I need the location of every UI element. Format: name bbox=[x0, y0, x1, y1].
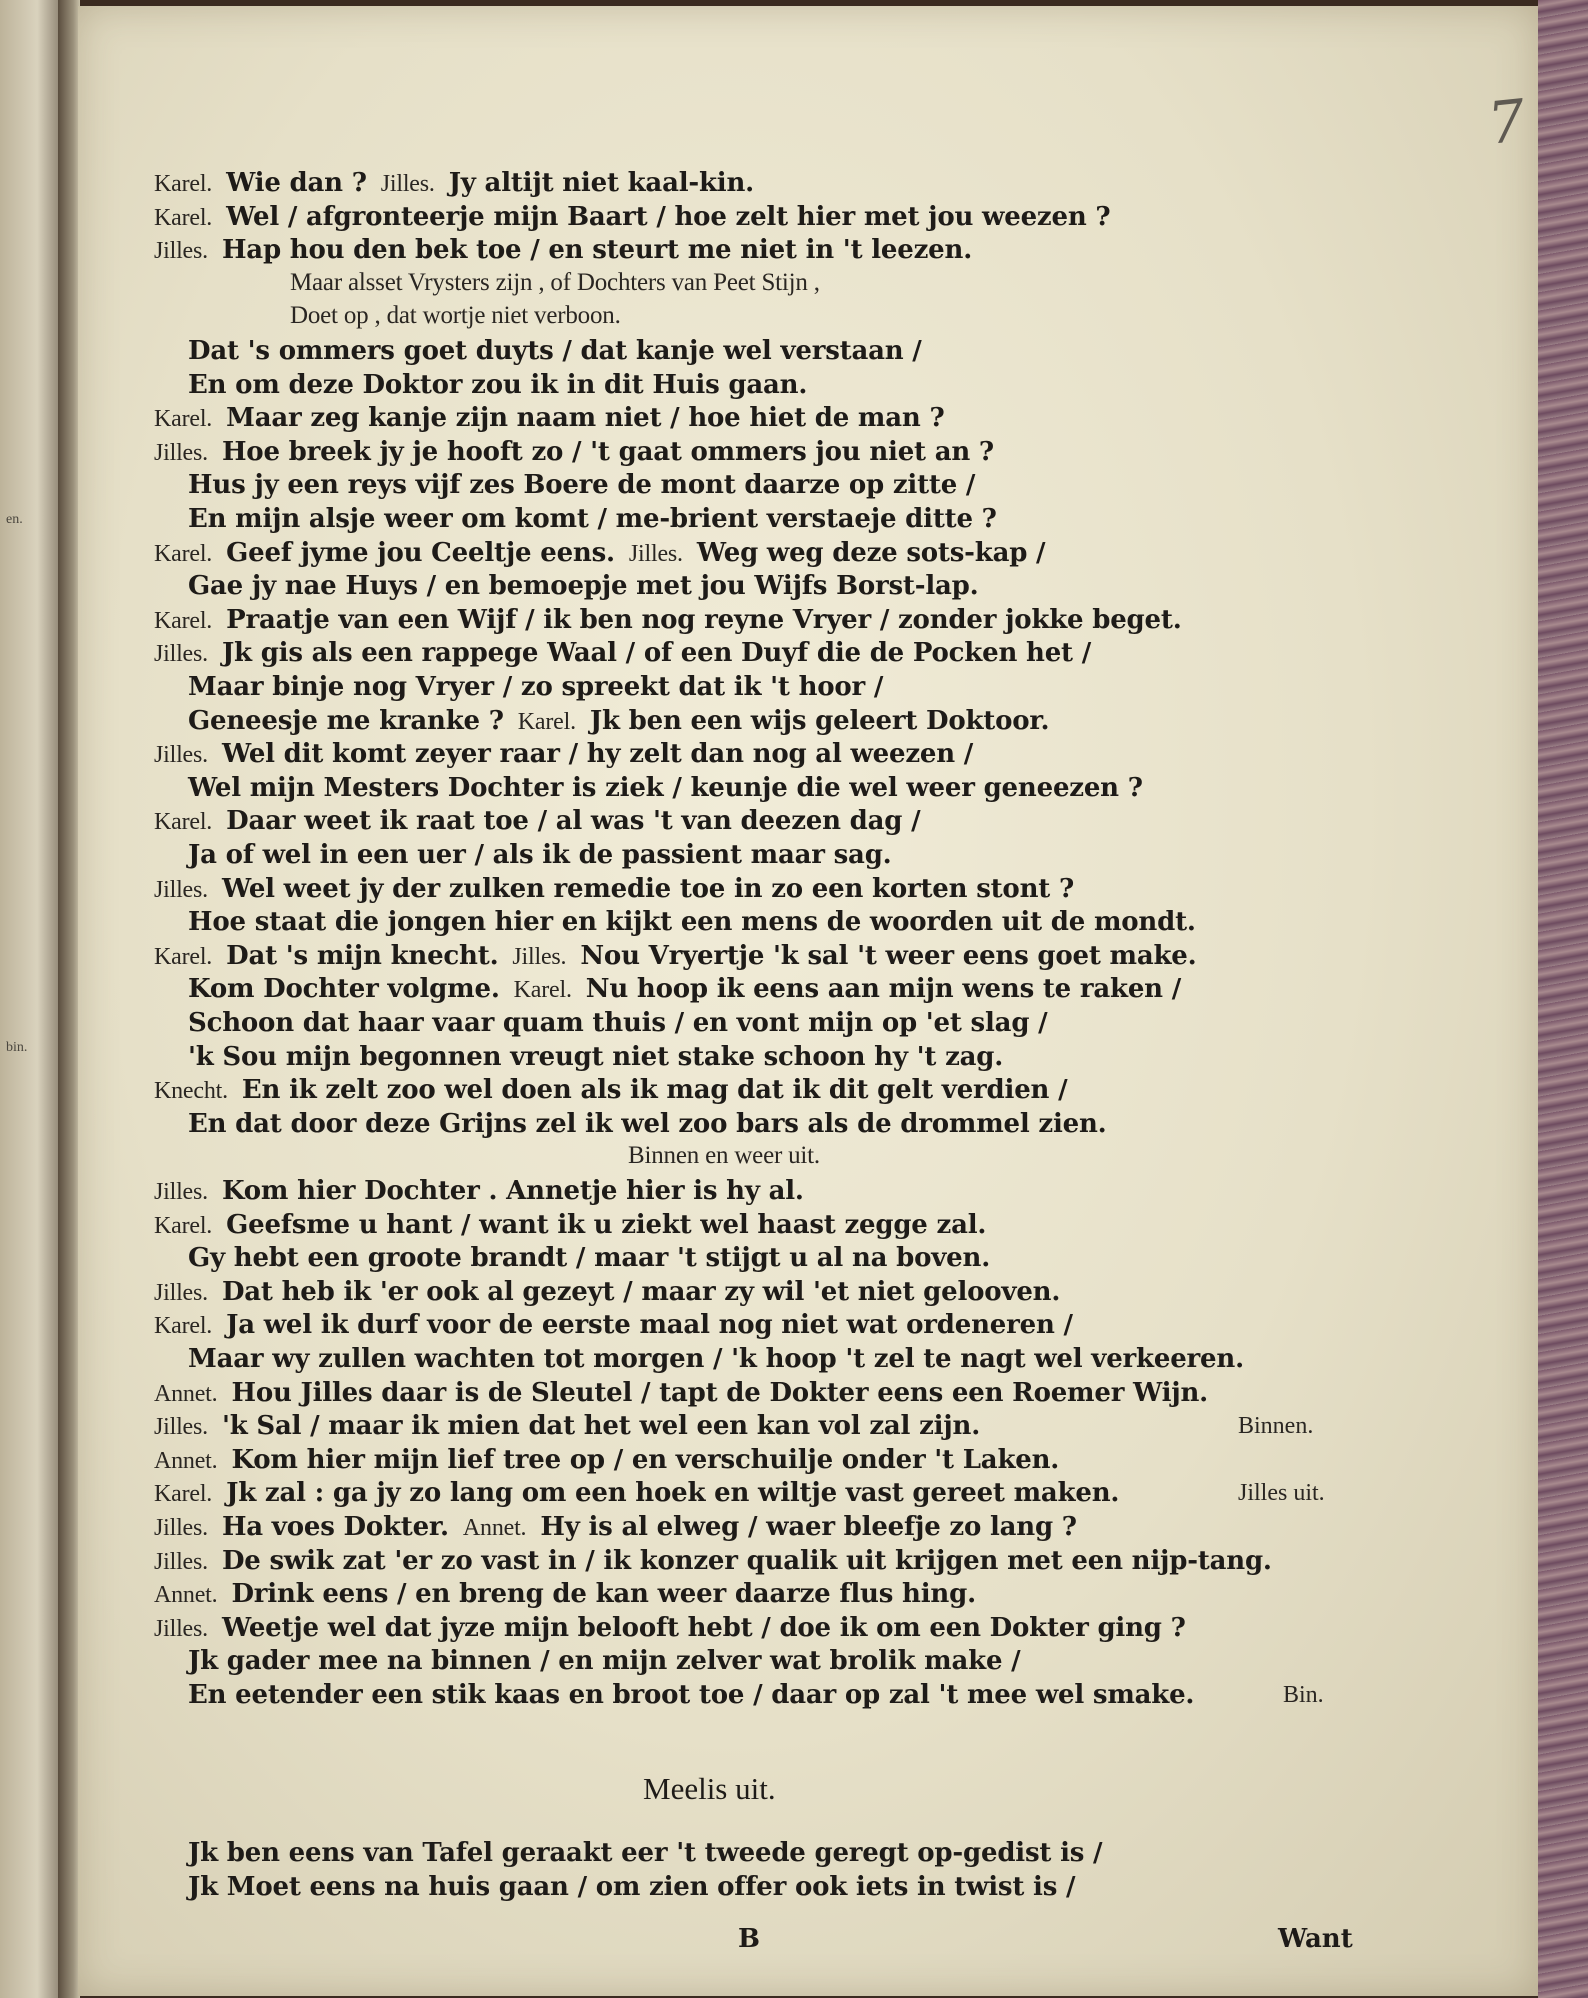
verse-text: Weetje wel dat jyze mijn belooft hebt / doe ik om een Dokter ging ? bbox=[221, 1612, 1186, 1643]
text-line bbox=[154, 1445, 1059, 1475]
text-line bbox=[188, 974, 1181, 1004]
left-page-edge bbox=[0, 0, 62, 1998]
text-line bbox=[154, 403, 944, 433]
text-line bbox=[154, 1176, 804, 1206]
book-page bbox=[78, 6, 1538, 1996]
verse-text: Drink eens / en breng de kan weer daarze flus hing. bbox=[231, 1579, 976, 1610]
text-line bbox=[188, 706, 1049, 736]
stage-direction: Jilles uit. bbox=[1238, 1480, 1325, 1507]
text-line bbox=[154, 1411, 980, 1441]
folio-number: 7 bbox=[1484, 86, 1529, 158]
text-line bbox=[188, 1646, 1020, 1676]
text-line bbox=[188, 1243, 990, 1273]
text-line bbox=[154, 739, 973, 769]
marbled-board-edge bbox=[1538, 0, 1588, 1998]
verse-text: Kom hier mijn lief tree op / en verschuilje onder 't Laken. bbox=[231, 1444, 1060, 1475]
left-page-fragment: en. bbox=[6, 512, 23, 527]
text-line bbox=[154, 538, 1045, 568]
verse-text: Hus jy een reys vijf zes Boere de mont daarze op zitte / bbox=[188, 470, 976, 501]
verse-text: Jk gader mee na binnen / en mijn zelver wat brolik make / bbox=[188, 1646, 1021, 1677]
verse-text: En mijn alsje weer om komt / me-brient verstaeje ditte ? bbox=[188, 504, 997, 534]
text-line bbox=[188, 907, 1196, 937]
text-line bbox=[188, 1109, 1107, 1139]
speaker-name: Karel. bbox=[154, 809, 213, 836]
text-line bbox=[188, 1680, 1194, 1710]
text-line bbox=[188, 1344, 1244, 1374]
verse-text: Wie dan ? bbox=[226, 168, 367, 198]
verse-text: En ik zelt zoo wel doen als ik mag dat ik dit gelt verdien / bbox=[241, 1075, 1068, 1106]
text-line bbox=[154, 1277, 1060, 1307]
verse-text: Daar weet ik raat toe / al was 't van deezen dag / bbox=[226, 806, 921, 837]
verse-text: Wel dit komt zeyer raar / hy zelt dan nog al weezen / bbox=[221, 739, 974, 770]
speaker-name: Karel. bbox=[517, 708, 576, 735]
text-line bbox=[290, 302, 621, 330]
text-line bbox=[188, 773, 1143, 803]
verse-text: Jk zal : ga jy zo lang om een hoek en wiltje vast gereet maken. bbox=[226, 1478, 1120, 1509]
speaker-name: Karel. bbox=[154, 406, 213, 433]
verse-text: Wel weet jy der zulken remedie toe in zo een korten stont ? bbox=[221, 873, 1074, 904]
speaker-name: Jilles. bbox=[154, 1179, 208, 1205]
verse-text: Gy hebt een groote brandt / maar 't stijgt u al na boven. bbox=[188, 1243, 991, 1274]
verse-text: Doet op , dat wortje niet verboon. bbox=[290, 302, 621, 330]
verse-text: Wel / afgronteerje mijn Baart / hoe zelt hier met jou weezen ? bbox=[226, 201, 1111, 232]
verse-text: Hap hou den bek toe / en steurt me niet in 't leezen. bbox=[221, 235, 973, 266]
verse-text: Ha voes Dokter. bbox=[221, 1512, 449, 1542]
verse-text: Gae jy nae Huys / en bemoepje met jou Wijfs Borst-lap. bbox=[188, 571, 979, 602]
verse-text: Hou Jilles daar is de Sleutel / tapt de Dokter eens een Roemer Wijn. bbox=[231, 1377, 1209, 1408]
verse-text: Hoe staat die jongen hier en kijkt een mens de woorden uit de mondt. bbox=[188, 907, 1196, 938]
verse-text: Maar alsset Vrysters zijn , of Dochters van Peet Stijn , bbox=[290, 268, 820, 296]
text-line bbox=[154, 638, 1091, 668]
verse-text: Praatje van een Wijf / ik ben nog reyne Vryer / zonder jokke beget. bbox=[226, 604, 1182, 635]
text-line bbox=[154, 605, 1182, 635]
speaker-name: Karel. bbox=[154, 204, 213, 231]
text-line bbox=[154, 1613, 1186, 1643]
text-line bbox=[154, 202, 1110, 232]
speaker-name: Karel. bbox=[154, 607, 213, 634]
verse-text: Nou Vryertje 'k sal 't weer eens goet make. bbox=[580, 940, 1197, 971]
speaker-name: Jilles. bbox=[154, 1615, 208, 1642]
speaker-name: Jilles. bbox=[154, 1279, 208, 1306]
text-line bbox=[154, 1478, 1119, 1508]
speaker-name: Jilles. bbox=[154, 1414, 208, 1441]
verse-text: Dat 's ommers goet duyts / dat kanje wel verstaan / bbox=[188, 336, 922, 366]
text-line bbox=[154, 1579, 976, 1609]
stage-direction: Bin. bbox=[1283, 1682, 1324, 1708]
verse-text: 'k Sou mijn begonnen vreugt niet stake schoon hy 't zag. bbox=[188, 1041, 1004, 1072]
verse-text: Geneesje me kranke ? bbox=[188, 705, 504, 736]
text-line: Jk ben eens van Tafel geraakt eer 't tweede geregt op-gedist is / bbox=[188, 1838, 1103, 1868]
text-line bbox=[154, 806, 920, 836]
speaker-name: Karel. bbox=[154, 1313, 213, 1340]
text-line bbox=[188, 370, 807, 400]
verse-text: Nu hoop ik eens aan mijn wens te raken / bbox=[585, 974, 1182, 1005]
book-gutter bbox=[58, 0, 80, 1998]
verse-text: Ja of wel in een uer / als ik de passient maar sag. bbox=[188, 840, 892, 870]
speaker-name: Jilles. bbox=[512, 943, 567, 970]
speaker-name: Jilles. bbox=[154, 641, 208, 668]
text-line bbox=[188, 672, 883, 702]
text-line bbox=[154, 1075, 1067, 1105]
text-line bbox=[154, 1546, 1272, 1576]
speaker-name: Jilles. bbox=[154, 1515, 208, 1541]
text-line bbox=[154, 1378, 1208, 1408]
text-line bbox=[628, 1142, 820, 1170]
verse-text: Kom Dochter volgme. bbox=[188, 974, 500, 1005]
speaker-name: Karel. bbox=[154, 171, 213, 197]
speaker-name: Karel. bbox=[154, 1481, 213, 1508]
speaker-name: Jilles. bbox=[154, 439, 208, 466]
speaker-name: Jilles. bbox=[380, 171, 435, 197]
speaker-name: Karel. bbox=[154, 1212, 213, 1239]
speaker-name: Jilles. bbox=[628, 540, 683, 567]
verse-text: En dat door deze Grijns zel ik wel zoo bars als de drommel zien. bbox=[188, 1108, 1107, 1139]
speaker-name: Annet. bbox=[154, 1380, 218, 1407]
text-line bbox=[290, 269, 820, 297]
text-line bbox=[154, 235, 972, 265]
text-line bbox=[188, 1042, 1003, 1072]
speaker-name: Annet. bbox=[154, 1582, 218, 1609]
speaker-name: Jilles. bbox=[154, 876, 208, 903]
speaker-name: Karel. bbox=[513, 977, 572, 1004]
verse-text: En om deze Doktor zou ik in dit Huis gaan. bbox=[188, 369, 808, 400]
text-line bbox=[188, 840, 892, 870]
text-line bbox=[188, 1008, 1047, 1038]
text-line bbox=[154, 1210, 986, 1240]
text-line bbox=[188, 504, 997, 534]
speaker-name: Jilles. bbox=[154, 238, 208, 265]
speaker-name: Jilles. bbox=[154, 1548, 208, 1575]
speaker-name: Jilles. bbox=[154, 742, 208, 769]
verse-text: Dat 's mijn knecht. bbox=[226, 940, 499, 971]
verse-text: Wel mijn Mesters Dochter is ziek / keunje die wel weer geneezen ? bbox=[188, 772, 1143, 803]
text-line: Jk Moet eens na huis gaan / om zien offer ook iets in twist is / bbox=[188, 1871, 1076, 1902]
text-line bbox=[154, 437, 994, 467]
verse-text: Geef jyme jou Ceeltje eens. bbox=[226, 537, 615, 568]
stage-direction: Binnen. bbox=[1238, 1413, 1314, 1440]
text-line bbox=[188, 336, 922, 366]
signature-mark: B bbox=[738, 1924, 760, 1954]
catchword: Want bbox=[1278, 1924, 1353, 1954]
verse-text: Jk gis als een rappege Waal / of een Duyf die de Pocken het / bbox=[221, 638, 1092, 669]
text-line bbox=[154, 168, 754, 198]
verse-text: En eetender een stik kaas en broot toe / daar op zal 't mee wel smake. bbox=[188, 1680, 1195, 1710]
verse-text: Jy altijt niet kaal-kin. bbox=[448, 168, 755, 198]
verse-text: Schoon dat haar vaar quam thuis / en vont mijn op 'et slag / bbox=[188, 1008, 1048, 1038]
verse-text: Dat heb ik 'er ook al gezeyt / maar zy wil 'et niet gelooven. bbox=[221, 1276, 1061, 1307]
verse-text: Geefsme u hant / want ik u ziekt wel haast zegge zal. bbox=[226, 1209, 987, 1240]
verse-text: De swik zat 'er zo vast in / ik konzer qualik uit krijgen met een nijp-tang. bbox=[221, 1545, 1272, 1576]
verse-text: Hoe breek jy je hooft zo / 't gaat ommers jou niet an ? bbox=[221, 436, 994, 467]
verse-text: Ja wel ik durf voor de eerste maal nog niet wat ordeneren / bbox=[226, 1310, 1073, 1341]
text-line bbox=[154, 874, 1074, 904]
speaker-name: Annet. bbox=[462, 1515, 527, 1541]
verse-text: Kom hier Dochter . Annetje hier is hy al. bbox=[221, 1176, 804, 1206]
verse-text: Jk ben een wijs geleert Doktoor. bbox=[589, 705, 1050, 736]
verse-text: Weg weg deze sots-kap / bbox=[696, 537, 1046, 568]
verse-text: Binnen en weer uit. bbox=[628, 1142, 820, 1170]
verse-text: Maar zeg kanje zijn naam niet / hoe hiet de man ? bbox=[226, 403, 945, 434]
text-line bbox=[154, 1310, 1073, 1340]
speaker-name: Annet. bbox=[154, 1447, 218, 1474]
speaker-name: Karel. bbox=[154, 540, 213, 567]
scene-heading: Meelis uit. bbox=[643, 1771, 776, 1806]
text-line bbox=[188, 571, 979, 601]
text-line bbox=[154, 1512, 1077, 1542]
text-line bbox=[188, 470, 975, 500]
left-page-fragment: bin. bbox=[6, 1040, 28, 1055]
speaker-name: Karel. bbox=[154, 943, 213, 970]
text-line bbox=[154, 941, 1197, 971]
verse-text: Maar wy zullen wachten tot morgen / 'k hoop 't zel te nagt wel verkeeren. bbox=[188, 1344, 1244, 1374]
verse-text: Maar binje nog Vryer / zo spreekt dat ik 't hoor / bbox=[188, 672, 884, 702]
verse-text: 'k Sal / maar ik mien dat het wel een kan vol zal zijn. bbox=[221, 1411, 981, 1442]
verse-text: Hy is al elweg / waer bleefje zo lang ? bbox=[540, 1512, 1077, 1542]
speaker-name: Knecht. bbox=[154, 1078, 228, 1105]
